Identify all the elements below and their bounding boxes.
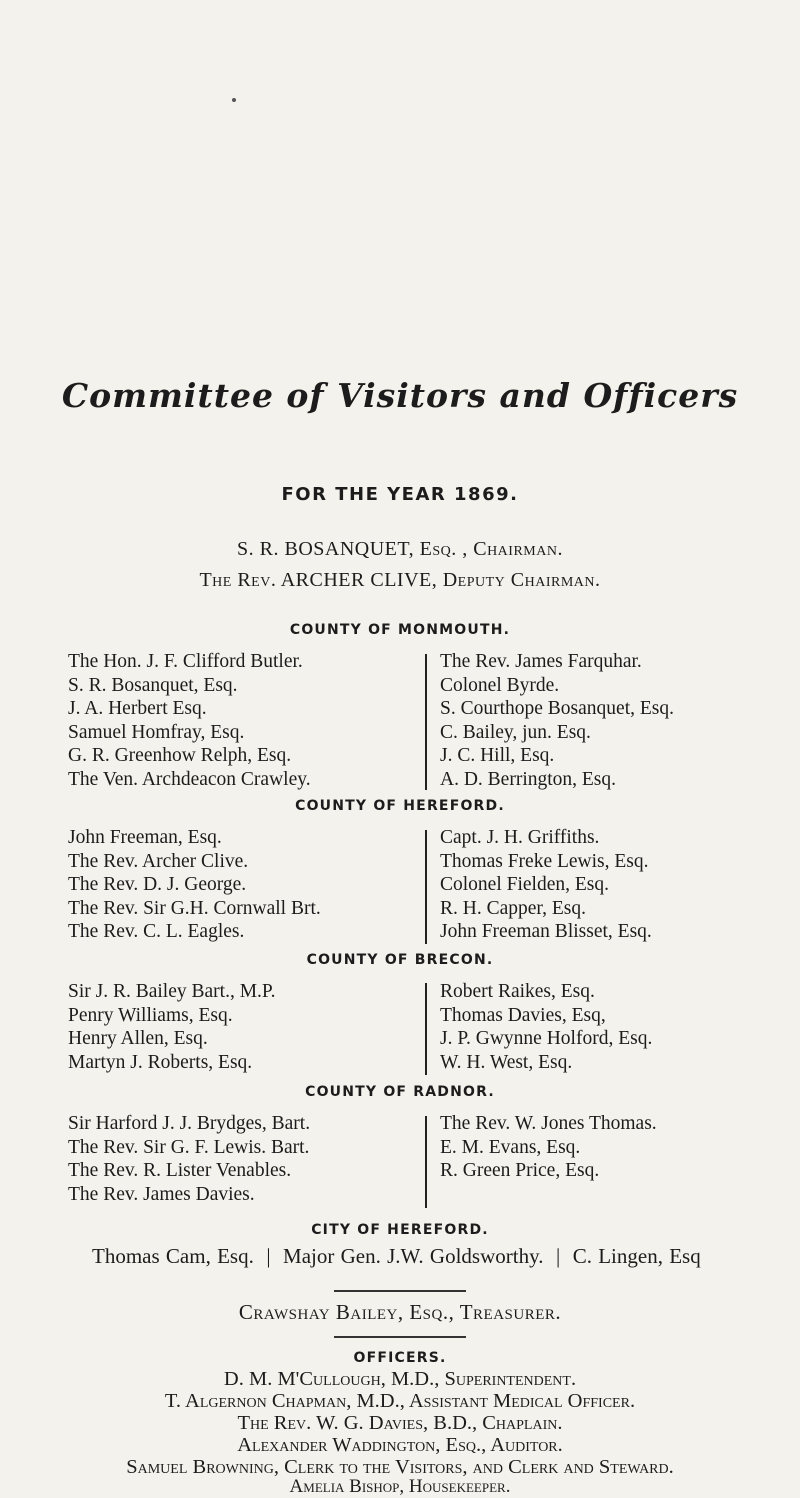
visitor-name: E. M. Evans, Esq. [440,1136,581,1158]
visitor-name: Robert Raikes, Esq. [440,981,595,1002]
city-members-line: Thomas Cam, Esq. | Major Gen. J.W. Goldsworthy. | C. Lingen, Esq [92,1244,701,1268]
chairman-name: S. R. BOSANQUET, Esq. [237,538,457,560]
officer-line [0,1476,800,1498]
chairman-line [0,538,800,561]
city-member: Thomas Cam, Esq. [92,1244,254,1268]
officer-text: D. M. M'Cullough, M.D., Superintendent. [223,1368,577,1390]
monmouth-left-column [68,650,311,791]
column-divider [425,830,427,944]
visitor-name: W. H. West, Esq. [440,1051,573,1073]
visitor-name: C. Bailey, jun. Esq. [440,721,591,743]
divider-rule [334,1290,466,1292]
visitor-name: Henry Allen, Esq. [68,1028,208,1049]
treasurer-line: Crawshay Bailey, Esq., Treasurer. [238,1300,562,1324]
visitor-name: Thomas Davies, Esq, [440,1004,606,1026]
visitor-name: The Rev. James Davies. [68,1183,255,1205]
divider-rule [334,1336,466,1338]
visitor-name: G. R. Greenhow Relph, Esq. [68,745,292,766]
visitor-name: Thomas Freke Lewis, Esq. [440,850,649,872]
visitor-name: A. D. Berrington, Esq. [440,768,617,790]
visitor-name: S. Courthope Bosanquet, Esq. [440,698,674,719]
officer-line [0,1412,800,1435]
visitor-name: The Rev. C. L. Eagles. [68,921,245,942]
visitor-name: R. H. Capper, Esq. [440,897,586,919]
visitor-name: J. A. Herbert Esq. [68,698,207,719]
column-divider [425,983,427,1075]
visitor-name: Colonel Byrde. [440,674,560,696]
visitor-name: Sir J. R. Bailey Bart., M.P. [68,981,276,1002]
visitor-name: J. P. Gwynne Holford, Esq. [440,1028,653,1049]
officer-text: Alexander Waddington, Esq., Auditor. [237,1434,563,1456]
visitor-name: Capt. J. H. Griffiths. [440,827,600,848]
chairman-role: , Chairman. [462,538,563,560]
brecon-right-column [440,980,652,1074]
city-heading-hereford: CITY OF HEREFORD. [311,1222,489,1238]
visitor-name: The Ven. Archdeacon Crawley. [68,768,311,790]
officer-text: The Rev. W. G. Davies, B.D., Chaplain. [237,1412,563,1434]
visitor-name: R. Green Price, Esq. [440,1160,600,1181]
visitor-name: The Rev. W. Jones Thomas. [440,1113,657,1134]
city-member: Major Gen. J.W. Goldsworthy. [283,1244,544,1268]
visitor-name: Sir Harford J. J. Brydges, Bart. [68,1113,311,1134]
officer-text: Samuel Browning, Clerk to the Visitors, and Clerk and Steward. [126,1456,674,1478]
hereford-left-column [68,826,321,944]
visitor-name: Martyn J. Roberts, Esq. [68,1051,253,1073]
radnor-left-column [68,1112,310,1206]
monmouth-right-column [440,650,674,791]
visitor-name: The Rev. D. J. George. [68,874,247,895]
column-divider [425,1116,427,1208]
visitor-name: The Hon. J. F. Clifford Butler. [68,651,303,672]
visitor-name: The Rev. James Farquhar. [440,651,642,672]
visitor-name: The Rev. R. Lister Venables. [68,1160,292,1181]
officer-text: Amelia Bishop, Housekeeper. [289,1476,511,1497]
officer-line [0,1368,800,1391]
column-divider [425,654,427,790]
officer-line [0,1390,800,1413]
visitor-name: The Rev. Sir G. F. Lewis. Bart. [68,1136,310,1158]
visitor-name: Penry Williams, Esq. [68,1004,233,1026]
county-heading-hereford: COUNTY OF HEREFORD. [295,798,505,814]
visitor-name: John Freeman, Esq. [68,827,222,848]
deputy-chairman-line [0,569,800,592]
officers-heading: OFFICERS. [353,1350,447,1366]
county-heading-brecon: COUNTY OF BRECON. [306,952,494,968]
page-subtitle: FOR THE YEAR 1869. [281,484,519,505]
deputy-chairman-name: The Rev. ARCHER CLIVE, [199,569,438,591]
deputy-chairman-role: Deputy Chairman. [442,569,601,591]
visitor-name: J. C. Hill, Esq. [440,745,555,766]
county-heading-radnor: COUNTY OF RADNOR. [305,1084,495,1100]
officer-text: T. Algernon Chapman, M.D., Assistant Medical Officer. [164,1390,636,1412]
visitor-name: Samuel Homfray, Esq. [68,721,245,743]
visitor-name: The Rev. Sir G.H. Cornwall Brt. [68,897,321,919]
officer-line [0,1434,800,1457]
hereford-right-column [440,826,652,944]
brecon-left-column [68,980,275,1074]
county-heading-monmouth: COUNTY OF MONMOUTH. [289,622,511,638]
visitor-name: John Freeman Blisset, Esq. [440,921,652,942]
ink-dot [232,98,236,102]
radnor-right-column [440,1112,657,1183]
page-title: Committee of Visitors and Officers [61,376,739,415]
city-member: C. Lingen, Esq [572,1244,701,1268]
visitor-name: Colonel Fielden, Esq. [440,874,609,895]
visitor-name: The Rev. Archer Clive. [68,850,249,872]
visitor-name: S. R. Bosanquet, Esq. [68,674,238,696]
